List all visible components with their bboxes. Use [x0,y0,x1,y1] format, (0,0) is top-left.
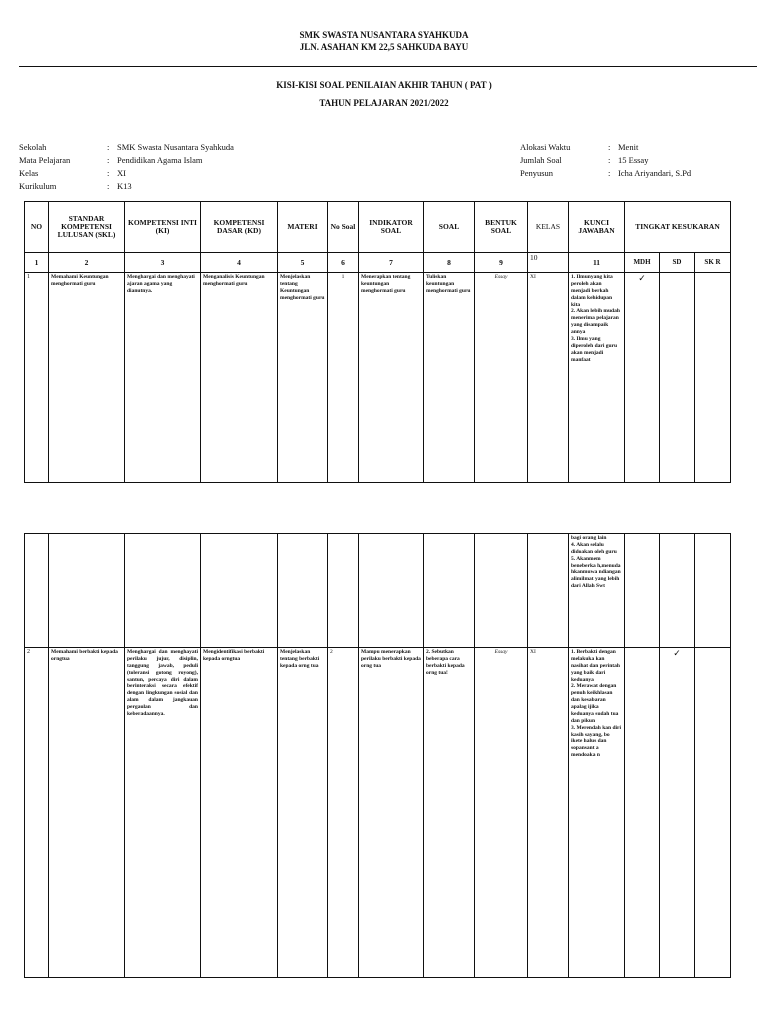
answer-item: 3. Merendah kan diri kasih sayang, bo ikete halus dan sopansant a mendoaka n [571,724,622,759]
info-label: Kurikulum [19,181,57,191]
answer-list [571,274,622,363]
row-no-soal: 1 [328,273,359,483]
answer-item: 1. Berbakti dengan melakuka kan nasihat dan perintah yang baik dari keduanya [571,649,620,683]
info-value: K13 [117,181,132,191]
check-mdh-icon: ✓ [625,273,660,483]
row-kelas: XI [528,273,569,483]
info-colon: : [608,155,611,165]
row-bentuk-soal: Essay [475,648,528,978]
col-number: 10 [528,253,569,273]
row-no-soal: 2 [328,648,359,978]
info-colon: : [107,181,110,191]
row-indikator: Menerapkan tentang keuntungan menghormati guru [359,273,424,483]
answer-item: 3. Ilmu yang diperoleh dari guru akan menjadi manfaat [571,335,618,363]
row-no: 1 [25,273,49,483]
col-number: 6 [328,253,359,273]
row-ki: Menghargai dan menghayati ajaran agama yang dianutnya. [125,273,201,483]
header-no-soal: No Soal [328,202,359,253]
header-materi: MATERI [278,202,328,253]
cell-sd [660,273,695,483]
row-kunci-jawaban [569,648,625,978]
answer-item: bagi orang lain [571,535,607,541]
info-colon: : [608,142,611,152]
info-colon: : [107,155,110,165]
info-row [19,181,234,194]
academic-year: TAHUN PELAJARAN 2021/2022 [319,98,449,108]
cell-skr [695,273,731,483]
info-colon: : [608,168,611,178]
table-row [25,273,731,483]
info-value: 15 Essay [618,155,649,165]
row-kelas: XI [528,648,569,978]
answer-item: 2. Akan lebih mudah menerima pelajaran yang disampaik annya [571,308,620,335]
info-label: Jumlah Soal [520,155,562,165]
cell-skr [695,648,731,978]
info-colon: : [107,168,110,178]
info-label: Penyusun [520,168,554,178]
table-row [25,534,731,648]
answer-list [571,649,622,759]
info-label: Alokasi Waktu [520,142,571,152]
info-colon: : [107,142,110,152]
row-kd: Menganalisis Keuntungan menghormati guru [201,273,278,483]
info-value: XI [117,168,126,178]
info-row [520,168,691,181]
cell-mdh [625,648,660,978]
col-number: 4 [201,253,278,273]
info-row [520,142,691,155]
header-kunci-jawaban: KUNCI JAWABAN [569,202,625,253]
row-no: 2 [25,648,49,978]
answer-item: 1. Ilmunyang kita peroleh akan menjadi berkah dalam kehidupan kita [571,274,613,308]
kisi-kisi-table-2 [24,533,731,978]
row-skl: Memahami Keuntungan menghormati guru [49,273,125,483]
header-ki: KOMPETENSI INTI (KI) [125,202,201,253]
col-number: 9 [475,253,528,273]
document-title: KISI-KISI SOAL PENILAIAN AKHIR TAHUN ( PAT ) [276,80,492,90]
answer-item: 4. Akan selalu didoakan oleh guru [571,541,617,555]
table-row [25,648,731,978]
header-skl: STANDAR KOMPETENSI LULUSAN (SKL) [49,202,125,253]
answer-item: 2. Merawat dengan penuh keikhlasan dan kesabaran apalag ijika keduanya sudah tua dan pikun [571,683,619,724]
info-value: Pendidikan Agama Islam [117,155,203,165]
header-divider [19,66,757,67]
header-sd: SD [660,253,695,273]
answer-list [571,535,622,590]
header-tingkat-kesukaran: TINGKAT KESUKARAN [625,202,731,253]
info-label: Mata Pelajaran [19,155,71,165]
col-number: 5 [278,253,328,273]
header-kd: KOMPETENSI DASAR (KD) [201,202,278,253]
info-value: SMK Swasta Nusantara Syahkuda [117,142,234,152]
header-kelas: KELAS [528,202,569,253]
info-row [520,155,691,168]
row-soal: Tuliskan keuntungan menghormati guru [424,273,475,483]
col-number: 3 [125,253,201,273]
row-kunci-jawaban [569,273,625,483]
header-bentuk-soal: BENTUK SOAL [475,202,528,253]
header-soal: SOAL [424,202,475,253]
info-right [520,142,691,181]
header-no: NO [25,202,49,253]
school-title: SMK SWASTA NUSANTARA SYAHKUDA [299,30,469,40]
info-row [19,142,234,155]
row-materi: Menjelaskan tentang Keuntungan menghormati guru [278,273,328,483]
header-skr: SK R [695,253,731,273]
col-number: 11 [569,253,625,273]
info-value: Menit [618,142,639,152]
info-left [19,142,234,194]
row-indikator: Mampu menerapkan perilaku berbakti kepada orng tua [359,648,424,978]
row-bentuk-soal: Essay [475,273,528,483]
info-row [19,155,234,168]
answer-item: 5. Akanmem beneberka h,menuda hkanmuwa ndiangan alimilmat yang lebih dari Allah Swt [571,555,621,590]
check-sd-icon: ✓ [660,648,695,978]
row-kd: Mengidentifikasi berbakti kepada orngtua [201,648,278,978]
col-number: 7 [359,253,424,273]
row-materi: Menjelaskan tentang berbakti kepada orng tua [278,648,328,978]
col-number: 1 [25,253,49,273]
header-mdh: MDH [625,253,660,273]
header-indikator: INDIKATOR SOAL [359,202,424,253]
school-address: JLN. ASAHAN KM 22,5 SAHKUDA BAYU [299,42,469,52]
col-number: 2 [49,253,125,273]
info-label: Sekolah [19,142,47,152]
row-soal: 2. Sebutkan beberapa cara berbakti kepada orng tua! [424,648,475,978]
kisi-kisi-table-1 [24,201,731,483]
info-value: Icha Ariyandari, S.Pd [618,168,692,178]
row-skl: Memahami berbakti kepada orngtua [49,648,125,978]
row-kunci-jawaban-cont [569,534,625,648]
info-row [19,168,234,181]
col-number: 8 [424,253,475,273]
row-ki: Menghargai dan menghayati perilaku jujur, disiplin, tanggung jawab, peduli (toleransi gotong royong), santun, percaya diri dalam berinteraksi secara efektif dengan lingkungan sosial dan alam dalam jangkauan pergaulan dan keberadaannya. [125,648,201,978]
info-label: Kelas [19,168,39,178]
